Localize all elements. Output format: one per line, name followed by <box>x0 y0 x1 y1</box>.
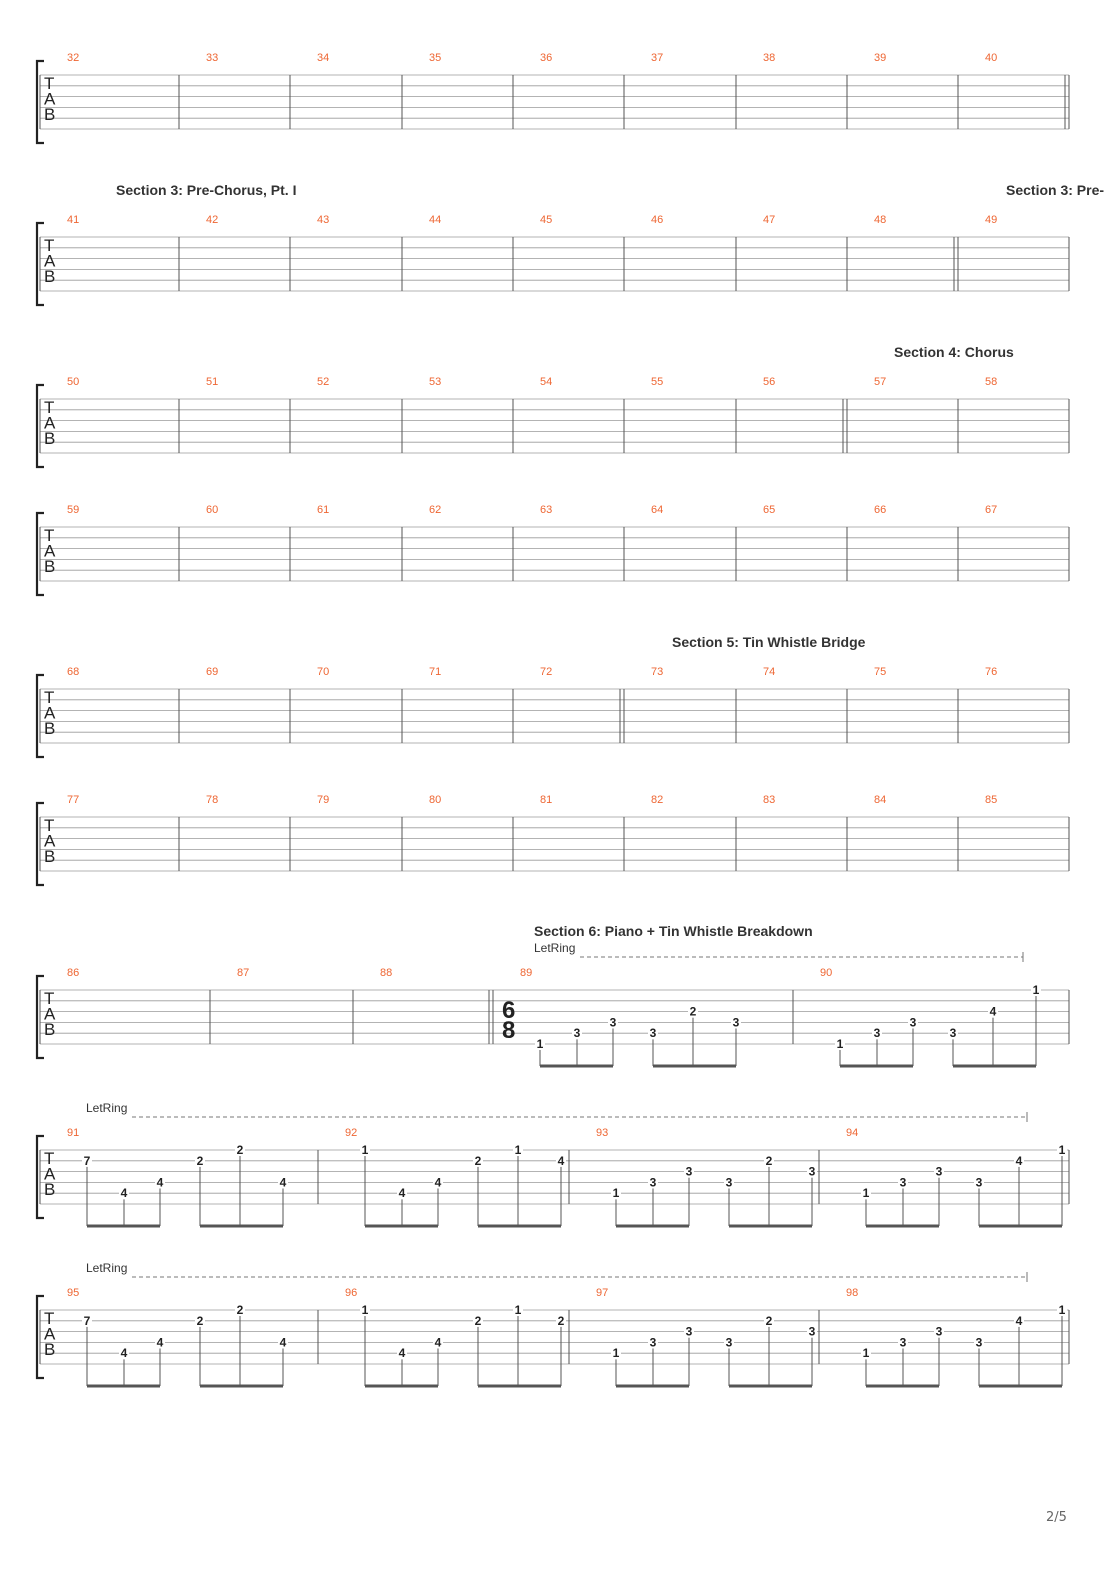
measure-number: 34 <box>317 52 330 64</box>
measure-number: 36 <box>540 52 553 64</box>
measure-number: 54 <box>540 376 553 388</box>
measure-number: 96 <box>345 1287 358 1299</box>
tab-clef-letter: T <box>44 1309 55 1328</box>
measure-number: 53 <box>429 376 442 388</box>
measure-number: 40 <box>985 52 998 64</box>
tab-clef-letter: A <box>44 89 56 109</box>
fret-number: 4 <box>120 1186 128 1201</box>
measure-number: 66 <box>874 504 887 516</box>
tab-clef-letter: T <box>44 688 55 707</box>
measure-number: 60 <box>206 504 219 516</box>
fret-number: 3 <box>808 1324 816 1339</box>
measure-number: 64 <box>651 504 664 516</box>
measure-number: 32 <box>67 52 80 64</box>
measure-number: 51 <box>206 376 219 388</box>
page-number: 2/5 <box>1046 1510 1067 1525</box>
fret-number: 3 <box>732 1015 740 1030</box>
measure-number: 67 <box>985 504 998 516</box>
measure-number: 33 <box>206 52 219 64</box>
measure-number: 37 <box>651 52 664 64</box>
time-signature-top: 6 <box>502 997 516 1024</box>
measure-number: 85 <box>985 794 998 806</box>
fret-number: 2 <box>557 1313 565 1328</box>
fret-number: 2 <box>196 1313 204 1328</box>
fret-number: 2 <box>474 1313 482 1328</box>
fret-number: 3 <box>975 1175 983 1190</box>
tab-clef-letter: B <box>44 719 56 738</box>
fret-number: 1 <box>536 1037 544 1051</box>
fret-number: 2 <box>236 1143 244 1157</box>
measure-number: 70 <box>317 666 330 678</box>
measure-number: 65 <box>763 504 776 516</box>
fret-number: 1 <box>514 1303 522 1317</box>
tab-clef-letter: B <box>44 847 56 866</box>
fret-number: 2 <box>474 1153 482 1168</box>
measure-number: 39 <box>874 52 887 64</box>
measure-number: 92 <box>345 1127 358 1139</box>
tab-clef-letter: A <box>44 413 56 433</box>
tab-clef-letter: B <box>44 1340 56 1359</box>
tab-clef-letter: B <box>44 1020 56 1039</box>
fret-number: 3 <box>685 1324 693 1339</box>
measure-number: 62 <box>429 504 442 516</box>
tab-clef-letter: B <box>44 1180 56 1199</box>
tab-clef-letter: T <box>44 1149 55 1168</box>
tab-clef-letter: B <box>44 267 56 286</box>
fret-number: 3 <box>808 1164 816 1179</box>
let-ring-label: LetRing <box>534 941 576 955</box>
measure-number: 43 <box>317 214 330 226</box>
fret-number: 3 <box>935 1164 943 1179</box>
measure-number: 35 <box>429 52 442 64</box>
measure-number: 73 <box>651 666 664 678</box>
measure-number: 48 <box>874 214 887 226</box>
fret-number: 2 <box>765 1153 773 1168</box>
fret-number: 2 <box>689 1004 697 1019</box>
tab-clef-letter: A <box>44 1324 56 1344</box>
measure-number: 74 <box>763 666 776 678</box>
measure-number: 98 <box>846 1287 859 1299</box>
fret-number: 4 <box>279 1175 287 1190</box>
fret-number: 3 <box>649 1335 657 1350</box>
tab-clef-letter: T <box>44 74 55 93</box>
measure-number: 93 <box>596 1127 609 1139</box>
fret-number: 4 <box>557 1153 565 1168</box>
fret-number: 1 <box>1058 1143 1066 1157</box>
section-label: Section 6: Piano + Tin Whistle Breakdown <box>534 923 813 939</box>
tab-clef-letter: T <box>44 989 55 1008</box>
measure-number: 88 <box>380 967 393 979</box>
measure-number: 52 <box>317 376 330 388</box>
tab-clef-letter: A <box>44 1004 56 1024</box>
measure-number: 97 <box>596 1287 609 1299</box>
fret-number: 3 <box>899 1175 907 1190</box>
fret-number: 3 <box>949 1026 957 1041</box>
fret-number: 1 <box>514 1143 522 1157</box>
measure-number: 95 <box>67 1287 80 1299</box>
fret-number: 7 <box>83 1313 91 1328</box>
fret-number: 4 <box>398 1346 406 1361</box>
measure-number: 63 <box>540 504 553 516</box>
fret-number: 1 <box>612 1346 620 1361</box>
measure-number: 72 <box>540 666 553 678</box>
measure-number: 68 <box>67 666 80 678</box>
measure-number: 86 <box>67 967 80 979</box>
measure-number: 42 <box>206 214 219 226</box>
fret-number: 3 <box>609 1015 617 1030</box>
fret-number: 3 <box>685 1164 693 1179</box>
measure-number: 49 <box>985 214 998 226</box>
fret-number: 1 <box>361 1143 369 1157</box>
measure-number: 38 <box>763 52 776 64</box>
fret-number: 1 <box>1032 983 1040 997</box>
measure-number: 91 <box>67 1127 80 1139</box>
fret-number: 4 <box>1015 1153 1023 1168</box>
measure-number: 61 <box>317 504 330 516</box>
section-label: Section 3: Pre- <box>1006 182 1105 198</box>
measure-number: 77 <box>67 794 80 806</box>
tab-clef-letter: T <box>44 236 55 255</box>
measure-number: 59 <box>67 504 80 516</box>
fret-number: 1 <box>1058 1303 1066 1317</box>
fret-number: 1 <box>612 1186 620 1201</box>
fret-number: 3 <box>573 1026 581 1041</box>
tab-clef-letter: A <box>44 541 56 561</box>
measure-number: 87 <box>237 967 250 979</box>
section-label: Section 4: Chorus <box>894 344 1014 360</box>
fret-number: 3 <box>725 1335 733 1350</box>
measure-number: 47 <box>763 214 776 226</box>
fret-number: 4 <box>120 1346 128 1361</box>
measure-number: 44 <box>429 214 442 226</box>
measure-number: 82 <box>651 794 664 806</box>
measure-number: 46 <box>651 214 664 226</box>
measure-number: 78 <box>206 794 219 806</box>
fret-number: 1 <box>836 1037 844 1051</box>
measure-number: 55 <box>651 376 664 388</box>
let-ring-label: LetRing <box>86 1261 128 1275</box>
tab-clef-letter: A <box>44 831 56 851</box>
measure-number: 83 <box>763 794 776 806</box>
section-label: Section 3: Pre-Chorus, Pt. I <box>116 182 297 198</box>
fret-number: 4 <box>989 1004 997 1019</box>
fret-number: 3 <box>975 1335 983 1350</box>
tab-clef-letter: B <box>44 105 56 124</box>
fret-number: 3 <box>935 1324 943 1339</box>
fret-number: 4 <box>156 1175 164 1190</box>
time-signature-bottom: 8 <box>502 1017 516 1044</box>
tab-clef-letter: A <box>44 703 56 723</box>
fret-number: 3 <box>909 1015 917 1030</box>
tab-clef-letter: A <box>44 1164 56 1184</box>
fret-number: 2 <box>236 1303 244 1317</box>
fret-number: 1 <box>862 1346 870 1361</box>
fret-number: 3 <box>899 1335 907 1350</box>
fret-number: 4 <box>1015 1313 1023 1328</box>
fret-number: 3 <box>873 1026 881 1041</box>
measure-number: 94 <box>846 1127 859 1139</box>
measure-number: 57 <box>874 376 887 388</box>
tab-clef-letter: A <box>44 251 56 271</box>
fret-number: 3 <box>725 1175 733 1190</box>
measure-number: 45 <box>540 214 553 226</box>
tab-clef-letter: B <box>44 557 56 576</box>
measure-number: 76 <box>985 666 998 678</box>
measure-number: 79 <box>317 794 330 806</box>
measure-number: 80 <box>429 794 442 806</box>
measure-number: 89 <box>520 967 533 979</box>
tab-clef-letter: T <box>44 526 55 545</box>
fret-number: 7 <box>83 1153 91 1168</box>
fret-number: 4 <box>398 1186 406 1201</box>
fret-number: 3 <box>649 1026 657 1041</box>
fret-number: 1 <box>862 1186 870 1201</box>
measure-number: 56 <box>763 376 776 388</box>
measure-number: 81 <box>540 794 553 806</box>
fret-number: 4 <box>279 1335 287 1350</box>
tab-clef-letter: T <box>44 398 55 417</box>
let-ring-label: LetRing <box>86 1101 128 1115</box>
fret-number: 3 <box>649 1175 657 1190</box>
measure-number: 71 <box>429 666 442 678</box>
fret-number: 2 <box>196 1153 204 1168</box>
fret-number: 4 <box>434 1335 442 1350</box>
fret-number: 4 <box>434 1175 442 1190</box>
tab-clef-letter: B <box>44 429 56 448</box>
measure-number: 75 <box>874 666 887 678</box>
tab-clef-letter: T <box>44 816 55 835</box>
measure-number: 90 <box>820 967 833 979</box>
measure-number: 69 <box>206 666 219 678</box>
fret-number: 2 <box>765 1313 773 1328</box>
fret-number: 1 <box>361 1303 369 1317</box>
measure-number: 41 <box>67 214 80 226</box>
section-label: Section 5: Tin Whistle Bridge <box>672 634 866 650</box>
measure-number: 58 <box>985 376 998 388</box>
measure-number: 84 <box>874 794 887 806</box>
fret-number: 4 <box>156 1335 164 1350</box>
measure-number: 50 <box>67 376 80 388</box>
